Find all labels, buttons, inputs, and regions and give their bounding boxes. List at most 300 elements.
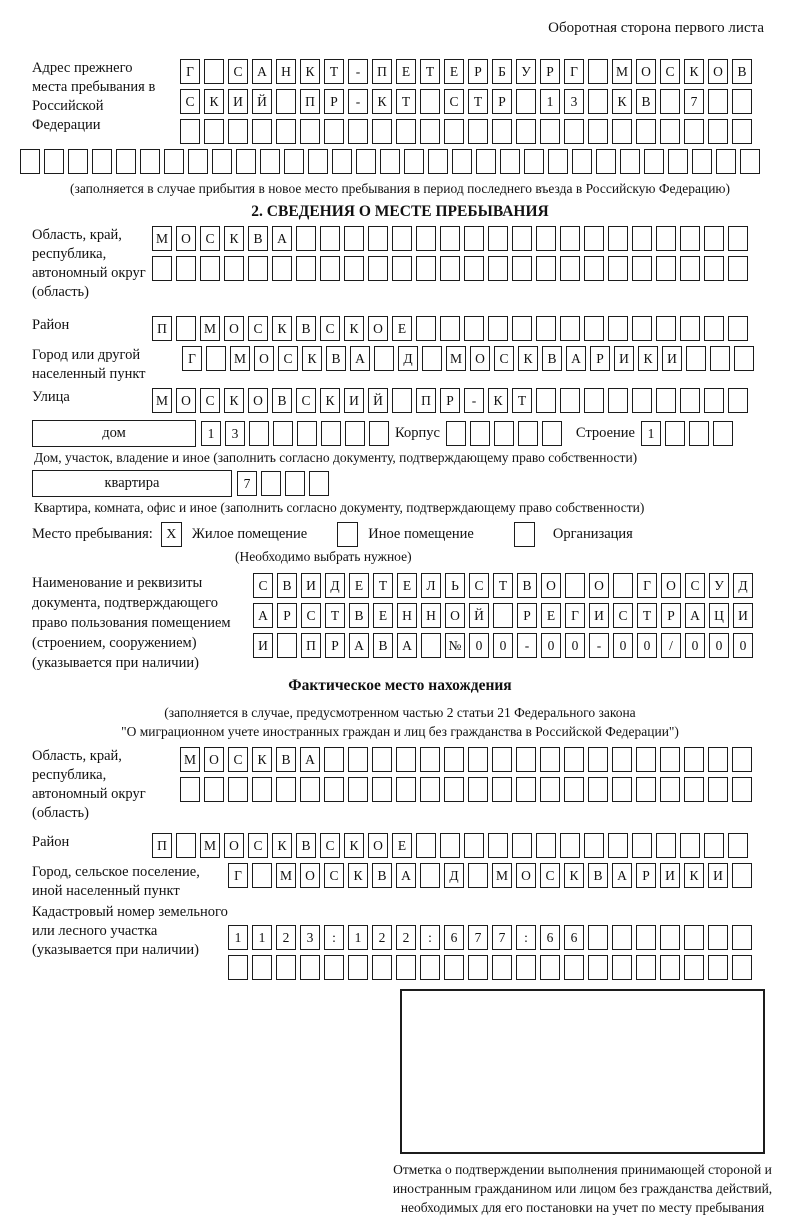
- char-cell[interactable]: [596, 149, 616, 174]
- char-cell[interactable]: [468, 955, 488, 980]
- char-cell[interactable]: [708, 89, 728, 114]
- char-cell[interactable]: [116, 149, 136, 174]
- char-cell[interactable]: [540, 777, 560, 802]
- char-cell[interactable]: А: [566, 346, 586, 371]
- char-cell[interactable]: [728, 256, 748, 281]
- char-cell[interactable]: [536, 833, 556, 858]
- char-cell[interactable]: И: [662, 346, 682, 371]
- char-cell[interactable]: :: [516, 925, 536, 950]
- char-cell[interactable]: [470, 421, 490, 446]
- char-cell[interactable]: Е: [396, 59, 416, 84]
- char-cell[interactable]: Е: [444, 59, 464, 84]
- char-cell[interactable]: [276, 777, 296, 802]
- char-cell[interactable]: И: [589, 603, 609, 628]
- char-cell[interactable]: -: [517, 633, 537, 658]
- char-cell[interactable]: [560, 226, 580, 251]
- char-cell[interactable]: 1: [201, 421, 221, 446]
- char-cell[interactable]: П: [152, 833, 172, 858]
- char-cell[interactable]: М: [152, 226, 172, 251]
- char-cell[interactable]: О: [636, 59, 656, 84]
- char-cell[interactable]: [492, 777, 512, 802]
- char-cell[interactable]: К: [204, 89, 224, 114]
- char-cell[interactable]: [468, 777, 488, 802]
- char-cell[interactable]: Р: [325, 633, 345, 658]
- char-cell[interactable]: [224, 256, 244, 281]
- char-cell[interactable]: В: [373, 633, 393, 658]
- char-cell[interactable]: [708, 955, 728, 980]
- char-cell[interactable]: К: [320, 388, 340, 413]
- char-cell[interactable]: [476, 149, 496, 174]
- char-cell[interactable]: Й: [469, 603, 489, 628]
- char-cell[interactable]: Т: [468, 89, 488, 114]
- char-cell[interactable]: 0: [469, 633, 489, 658]
- char-cell[interactable]: [728, 388, 748, 413]
- char-cell[interactable]: [540, 119, 560, 144]
- char-cell[interactable]: [276, 89, 296, 114]
- char-cell[interactable]: [708, 925, 728, 950]
- char-cell[interactable]: 0: [685, 633, 705, 658]
- char-cell[interactable]: Т: [373, 573, 393, 598]
- char-cell[interactable]: [680, 226, 700, 251]
- char-cell[interactable]: [636, 777, 656, 802]
- char-cell[interactable]: О: [300, 863, 320, 888]
- char-cell[interactable]: Р: [277, 603, 297, 628]
- char-cell[interactable]: [732, 89, 752, 114]
- char-cell[interactable]: О: [254, 346, 274, 371]
- char-cell[interactable]: [492, 955, 512, 980]
- char-cell[interactable]: С: [444, 89, 464, 114]
- char-cell[interactable]: [212, 149, 232, 174]
- char-cell[interactable]: [180, 119, 200, 144]
- char-cell[interactable]: В: [349, 603, 369, 628]
- char-cell[interactable]: [728, 833, 748, 858]
- char-cell[interactable]: [564, 119, 584, 144]
- char-cell[interactable]: И: [660, 863, 680, 888]
- char-cell[interactable]: К: [488, 388, 508, 413]
- char-cell[interactable]: [689, 421, 709, 446]
- char-cell[interactable]: 6: [444, 925, 464, 950]
- char-cell[interactable]: [632, 388, 652, 413]
- char-cell[interactable]: [446, 421, 466, 446]
- char-cell[interactable]: К: [684, 59, 704, 84]
- char-cell[interactable]: [680, 833, 700, 858]
- char-cell[interactable]: 6: [540, 925, 560, 950]
- char-cell[interactable]: [704, 256, 724, 281]
- char-cell[interactable]: [300, 119, 320, 144]
- char-cell[interactable]: Б: [492, 59, 512, 84]
- char-cell[interactable]: Г: [565, 603, 585, 628]
- char-cell[interactable]: [176, 316, 196, 341]
- char-cell[interactable]: [686, 346, 706, 371]
- char-cell[interactable]: [396, 747, 416, 772]
- char-cell[interactable]: В: [296, 316, 316, 341]
- char-cell[interactable]: А: [300, 747, 320, 772]
- char-cell[interactable]: 1: [228, 925, 248, 950]
- char-cell[interactable]: Е: [349, 573, 369, 598]
- char-cell[interactable]: [92, 149, 112, 174]
- char-cell[interactable]: М: [230, 346, 250, 371]
- stay-option-checkbox-residential[interactable]: X: [161, 522, 182, 547]
- char-cell[interactable]: 7: [684, 89, 704, 114]
- char-cell[interactable]: -: [589, 633, 609, 658]
- char-cell[interactable]: [680, 388, 700, 413]
- char-cell[interactable]: С: [228, 59, 248, 84]
- char-cell[interactable]: /: [661, 633, 681, 658]
- char-cell[interactable]: [392, 256, 412, 281]
- char-cell[interactable]: [494, 421, 514, 446]
- stay-option-checkbox-organization[interactable]: [514, 522, 535, 547]
- char-cell[interactable]: [348, 119, 368, 144]
- char-cell[interactable]: К: [300, 59, 320, 84]
- char-cell[interactable]: 0: [493, 633, 513, 658]
- char-cell[interactable]: [560, 316, 580, 341]
- char-cell[interactable]: [420, 747, 440, 772]
- char-cell[interactable]: Т: [324, 59, 344, 84]
- char-cell[interactable]: 1: [348, 925, 368, 950]
- char-cell[interactable]: [180, 777, 200, 802]
- char-cell[interactable]: Р: [540, 59, 560, 84]
- char-cell[interactable]: [612, 955, 632, 980]
- char-cell[interactable]: [656, 256, 676, 281]
- char-cell[interactable]: [560, 256, 580, 281]
- char-cell[interactable]: 2: [396, 925, 416, 950]
- char-cell[interactable]: [488, 256, 508, 281]
- char-cell[interactable]: [636, 119, 656, 144]
- char-cell[interactable]: М: [200, 316, 220, 341]
- char-cell[interactable]: Ь: [445, 573, 465, 598]
- char-cell[interactable]: [468, 863, 488, 888]
- char-cell[interactable]: [321, 421, 341, 446]
- char-cell[interactable]: С: [685, 573, 705, 598]
- char-cell[interactable]: Т: [637, 603, 657, 628]
- char-cell[interactable]: 7: [492, 925, 512, 950]
- char-cell[interactable]: С: [469, 573, 489, 598]
- char-cell[interactable]: [404, 149, 424, 174]
- char-cell[interactable]: П: [300, 89, 320, 114]
- char-cell[interactable]: [572, 149, 592, 174]
- char-cell[interactable]: [44, 149, 64, 174]
- char-cell[interactable]: [564, 747, 584, 772]
- char-cell[interactable]: И: [253, 633, 273, 658]
- char-cell[interactable]: Р: [517, 603, 537, 628]
- char-cell[interactable]: [440, 833, 460, 858]
- char-cell[interactable]: [236, 149, 256, 174]
- char-cell[interactable]: [636, 925, 656, 950]
- char-cell[interactable]: 3: [225, 421, 245, 446]
- char-cell[interactable]: [588, 747, 608, 772]
- char-cell[interactable]: [564, 955, 584, 980]
- char-cell[interactable]: [732, 777, 752, 802]
- char-cell[interactable]: [493, 603, 513, 628]
- char-cell[interactable]: [285, 471, 305, 496]
- char-cell[interactable]: [164, 149, 184, 174]
- char-cell[interactable]: [272, 256, 292, 281]
- char-cell[interactable]: [612, 777, 632, 802]
- char-cell[interactable]: К: [372, 89, 392, 114]
- char-cell[interactable]: В: [372, 863, 392, 888]
- apartment-fieldbox[interactable]: квартира: [32, 470, 232, 497]
- char-cell[interactable]: Ц: [709, 603, 729, 628]
- char-cell[interactable]: [632, 316, 652, 341]
- char-cell[interactable]: Г: [564, 59, 584, 84]
- char-cell[interactable]: [300, 955, 320, 980]
- char-cell[interactable]: [512, 833, 532, 858]
- char-cell[interactable]: [422, 346, 442, 371]
- char-cell[interactable]: И: [228, 89, 248, 114]
- char-cell[interactable]: :: [420, 925, 440, 950]
- char-cell[interactable]: А: [349, 633, 369, 658]
- char-cell[interactable]: О: [224, 316, 244, 341]
- char-cell[interactable]: П: [152, 316, 172, 341]
- char-cell[interactable]: [588, 59, 608, 84]
- char-cell[interactable]: К: [518, 346, 538, 371]
- char-cell[interactable]: С: [200, 388, 220, 413]
- char-cell[interactable]: О: [176, 388, 196, 413]
- char-cell[interactable]: [540, 747, 560, 772]
- char-cell[interactable]: [297, 421, 317, 446]
- char-cell[interactable]: [656, 316, 676, 341]
- char-cell[interactable]: [644, 149, 664, 174]
- char-cell[interactable]: Р: [324, 89, 344, 114]
- char-cell[interactable]: 0: [637, 633, 657, 658]
- char-cell[interactable]: [588, 955, 608, 980]
- char-cell[interactable]: [228, 955, 248, 980]
- char-cell[interactable]: [420, 89, 440, 114]
- char-cell[interactable]: [204, 777, 224, 802]
- char-cell[interactable]: И: [344, 388, 364, 413]
- char-cell[interactable]: Р: [440, 388, 460, 413]
- char-cell[interactable]: С: [660, 59, 680, 84]
- char-cell[interactable]: [565, 573, 585, 598]
- char-cell[interactable]: [372, 119, 392, 144]
- char-cell[interactable]: [309, 471, 329, 496]
- char-cell[interactable]: [444, 955, 464, 980]
- char-cell[interactable]: [273, 421, 293, 446]
- char-cell[interactable]: [588, 777, 608, 802]
- char-cell[interactable]: №: [445, 633, 465, 658]
- char-cell[interactable]: [684, 747, 704, 772]
- char-cell[interactable]: [516, 955, 536, 980]
- char-cell[interactable]: [708, 747, 728, 772]
- char-cell[interactable]: [684, 119, 704, 144]
- char-cell[interactable]: [536, 316, 556, 341]
- char-cell[interactable]: [276, 955, 296, 980]
- char-cell[interactable]: Т: [396, 89, 416, 114]
- char-cell[interactable]: [660, 89, 680, 114]
- char-cell[interactable]: И: [301, 573, 321, 598]
- char-cell[interactable]: А: [397, 633, 417, 658]
- char-cell[interactable]: [560, 388, 580, 413]
- char-cell[interactable]: [204, 119, 224, 144]
- char-cell[interactable]: В: [276, 747, 296, 772]
- char-cell[interactable]: С: [278, 346, 298, 371]
- char-cell[interactable]: [416, 256, 436, 281]
- char-cell[interactable]: 1: [641, 421, 661, 446]
- char-cell[interactable]: [444, 747, 464, 772]
- char-cell[interactable]: [560, 833, 580, 858]
- char-cell[interactable]: [734, 346, 754, 371]
- char-cell[interactable]: [488, 833, 508, 858]
- char-cell[interactable]: К: [344, 833, 364, 858]
- char-cell[interactable]: [588, 925, 608, 950]
- char-cell[interactable]: Л: [421, 573, 441, 598]
- char-cell[interactable]: М: [612, 59, 632, 84]
- char-cell[interactable]: О: [708, 59, 728, 84]
- char-cell[interactable]: [660, 955, 680, 980]
- char-cell[interactable]: Н: [276, 59, 296, 84]
- char-cell[interactable]: [588, 119, 608, 144]
- char-cell[interactable]: [348, 777, 368, 802]
- char-cell[interactable]: О: [176, 226, 196, 251]
- char-cell[interactable]: Н: [397, 603, 417, 628]
- char-cell[interactable]: [613, 573, 633, 598]
- char-cell[interactable]: [368, 226, 388, 251]
- char-cell[interactable]: Р: [468, 59, 488, 84]
- char-cell[interactable]: Т: [420, 59, 440, 84]
- char-cell[interactable]: [332, 149, 352, 174]
- char-cell[interactable]: [320, 226, 340, 251]
- char-cell[interactable]: С: [324, 863, 344, 888]
- char-cell[interactable]: Г: [637, 573, 657, 598]
- char-cell[interactable]: Й: [252, 89, 272, 114]
- char-cell[interactable]: [608, 388, 628, 413]
- char-cell[interactable]: [492, 119, 512, 144]
- char-cell[interactable]: К: [272, 833, 292, 858]
- char-cell[interactable]: [206, 346, 226, 371]
- char-cell[interactable]: [276, 119, 296, 144]
- char-cell[interactable]: [296, 256, 316, 281]
- char-cell[interactable]: [612, 119, 632, 144]
- char-cell[interactable]: [345, 421, 365, 446]
- char-cell[interactable]: -: [348, 89, 368, 114]
- char-cell[interactable]: [420, 777, 440, 802]
- char-cell[interactable]: 7: [237, 471, 257, 496]
- char-cell[interactable]: [421, 633, 441, 658]
- char-cell[interactable]: [612, 747, 632, 772]
- char-cell[interactable]: 0: [613, 633, 633, 658]
- char-cell[interactable]: [704, 226, 724, 251]
- char-cell[interactable]: Р: [492, 89, 512, 114]
- char-cell[interactable]: [396, 955, 416, 980]
- char-cell[interactable]: [704, 316, 724, 341]
- char-cell[interactable]: [344, 256, 364, 281]
- char-cell[interactable]: [284, 149, 304, 174]
- char-cell[interactable]: [348, 747, 368, 772]
- char-cell[interactable]: [176, 833, 196, 858]
- char-cell[interactable]: [464, 226, 484, 251]
- char-cell[interactable]: Е: [392, 833, 412, 858]
- char-cell[interactable]: [608, 256, 628, 281]
- char-cell[interactable]: С: [494, 346, 514, 371]
- char-cell[interactable]: [324, 955, 344, 980]
- char-cell[interactable]: 6: [564, 925, 584, 950]
- char-cell[interactable]: [680, 316, 700, 341]
- char-cell[interactable]: А: [253, 603, 273, 628]
- char-cell[interactable]: [428, 149, 448, 174]
- char-cell[interactable]: [512, 226, 532, 251]
- char-cell[interactable]: С: [540, 863, 560, 888]
- char-cell[interactable]: [444, 777, 464, 802]
- char-cell[interactable]: [536, 256, 556, 281]
- char-cell[interactable]: [516, 89, 536, 114]
- char-cell[interactable]: [660, 119, 680, 144]
- char-cell[interactable]: [660, 925, 680, 950]
- char-cell[interactable]: О: [368, 833, 388, 858]
- char-cell[interactable]: [716, 149, 736, 174]
- char-cell[interactable]: [518, 421, 538, 446]
- char-cell[interactable]: В: [517, 573, 537, 598]
- char-cell[interactable]: [608, 316, 628, 341]
- char-cell[interactable]: [249, 421, 269, 446]
- char-cell[interactable]: [512, 316, 532, 341]
- char-cell[interactable]: [632, 226, 652, 251]
- char-cell[interactable]: 3: [564, 89, 584, 114]
- char-cell[interactable]: [372, 747, 392, 772]
- char-cell[interactable]: В: [636, 89, 656, 114]
- char-cell[interactable]: И: [708, 863, 728, 888]
- char-cell[interactable]: [660, 747, 680, 772]
- char-cell[interactable]: [348, 955, 368, 980]
- char-cell[interactable]: [324, 119, 344, 144]
- char-cell[interactable]: В: [326, 346, 346, 371]
- char-cell[interactable]: С: [253, 573, 273, 598]
- char-cell[interactable]: К: [638, 346, 658, 371]
- char-cell[interactable]: Г: [180, 59, 200, 84]
- char-cell[interactable]: [368, 256, 388, 281]
- char-cell[interactable]: [732, 863, 752, 888]
- char-cell[interactable]: :: [324, 925, 344, 950]
- char-cell[interactable]: Г: [182, 346, 202, 371]
- char-cell[interactable]: О: [368, 316, 388, 341]
- char-cell[interactable]: М: [276, 863, 296, 888]
- char-cell[interactable]: С: [613, 603, 633, 628]
- char-cell[interactable]: [612, 925, 632, 950]
- char-cell[interactable]: [516, 777, 536, 802]
- char-cell[interactable]: О: [248, 388, 268, 413]
- char-cell[interactable]: [680, 256, 700, 281]
- char-cell[interactable]: [564, 777, 584, 802]
- char-cell[interactable]: [320, 256, 340, 281]
- char-cell[interactable]: [656, 226, 676, 251]
- char-cell[interactable]: [540, 955, 560, 980]
- char-cell[interactable]: [516, 747, 536, 772]
- char-cell[interactable]: [584, 256, 604, 281]
- char-cell[interactable]: [524, 149, 544, 174]
- char-cell[interactable]: Е: [392, 316, 412, 341]
- char-cell[interactable]: [380, 149, 400, 174]
- char-cell[interactable]: М: [200, 833, 220, 858]
- char-cell[interactable]: Т: [512, 388, 532, 413]
- char-cell[interactable]: [500, 149, 520, 174]
- char-cell[interactable]: О: [224, 833, 244, 858]
- char-cell[interactable]: [608, 833, 628, 858]
- char-cell[interactable]: [396, 119, 416, 144]
- char-cell[interactable]: [492, 747, 512, 772]
- char-cell[interactable]: И: [733, 603, 753, 628]
- char-cell[interactable]: А: [252, 59, 272, 84]
- char-cell[interactable]: [420, 955, 440, 980]
- char-cell[interactable]: С: [200, 226, 220, 251]
- char-cell[interactable]: Е: [541, 603, 561, 628]
- char-cell[interactable]: К: [224, 226, 244, 251]
- char-cell[interactable]: [440, 256, 460, 281]
- char-cell[interactable]: [542, 421, 562, 446]
- char-cell[interactable]: [152, 256, 172, 281]
- char-cell[interactable]: [468, 119, 488, 144]
- char-cell[interactable]: 3: [300, 925, 320, 950]
- char-cell[interactable]: [708, 777, 728, 802]
- char-cell[interactable]: 2: [276, 925, 296, 950]
